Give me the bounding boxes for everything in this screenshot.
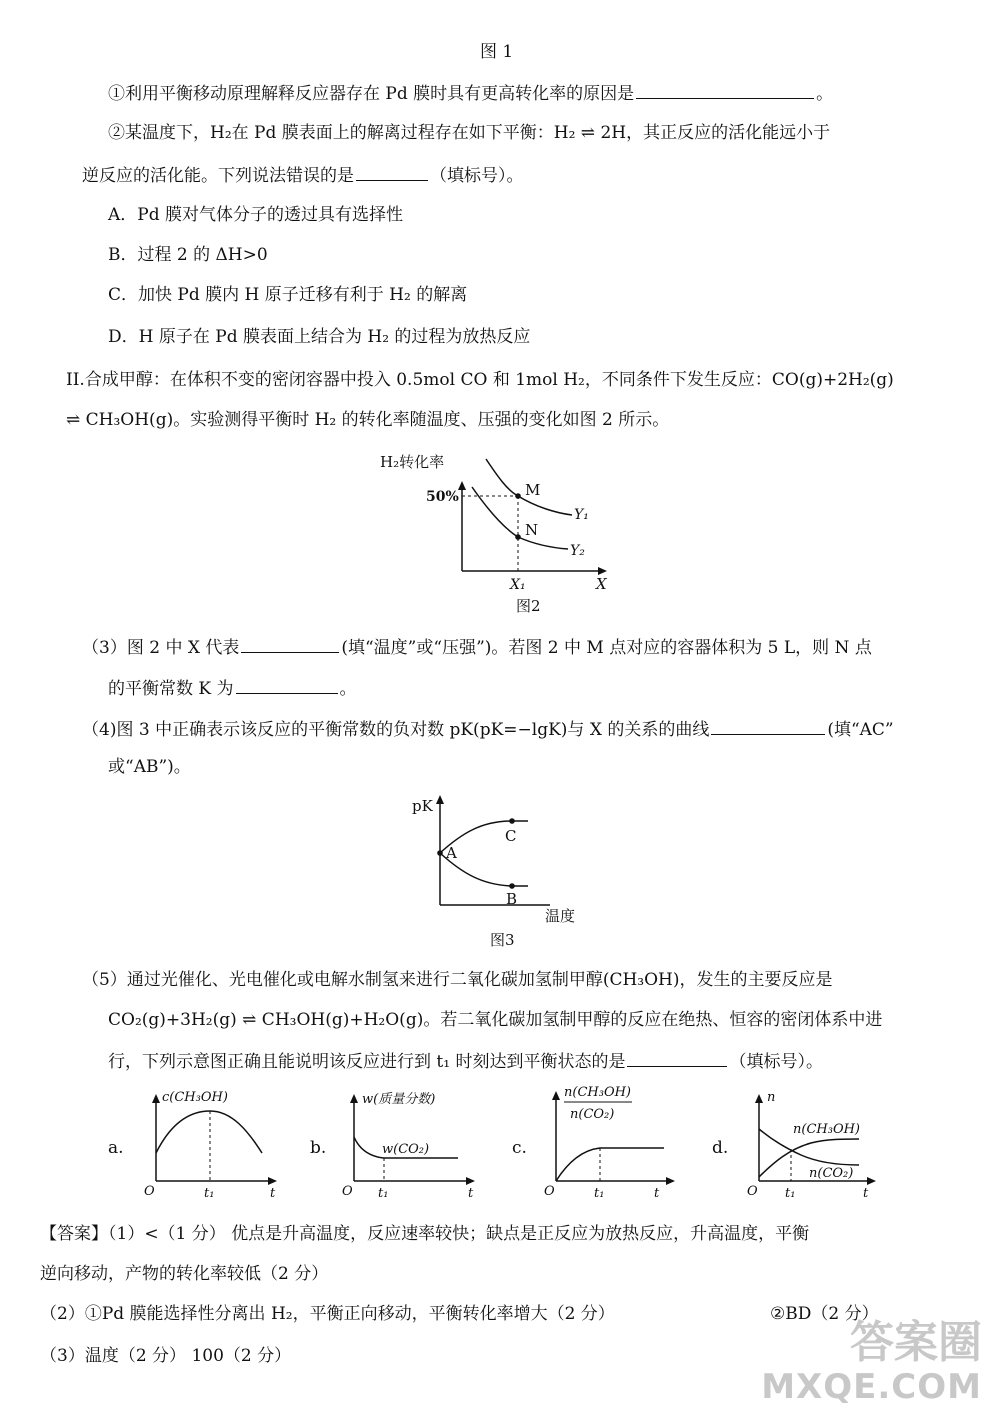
graph-c-label: c.	[512, 1138, 527, 1158]
graph-c-x-arrow	[666, 1177, 675, 1185]
graph-a-y-arrow	[152, 1094, 160, 1103]
answer-blank[interactable]	[711, 716, 825, 735]
q5-line-2: CO₂(g)+3H₂(g) ⇌ CH₃OH(g)+H₂O(g)。若二氧化碳加氢制甲醇的反应在绝热、恒容的密闭体系中进	[108, 1010, 883, 1030]
graph-a-t: t	[270, 1186, 276, 1201]
graph-d-bottom-label: n(CO₂)	[809, 1166, 854, 1181]
part2-line-2: ⇌ CH₃OH(g)。实验测得平衡时 H₂ 的转化率随温度、压强的变化如图 2 所示。	[66, 410, 670, 430]
graph-c-t1: t₁	[594, 1186, 605, 1201]
fig3-y-arrow	[436, 795, 444, 804]
answer-line-2: 逆向移动，产物的转化率较低（2 分）	[40, 1264, 329, 1284]
q3-line-2	[108, 675, 357, 701]
graph-d-top-label: n(CH₃OH)	[793, 1122, 861, 1137]
q3-line-1	[82, 634, 872, 660]
q2-line-2: ②某温度下，H₂在 Pd 膜表面上的解离过程存在如下平衡：H₂ ⇌ 2H，其正反应的活化能远小于	[108, 123, 831, 143]
graph-a-label: a.	[108, 1138, 124, 1158]
fig3-point-c	[509, 818, 515, 824]
graph-c-numerator: n(CH₃OH)	[564, 1085, 632, 1100]
graph-b-y-arrow	[350, 1094, 358, 1103]
answer-line-3: （2）①Pd 膜能选择性分离出 H₂，平衡正向移动，平衡转化率增大（2 分）	[40, 1304, 615, 1324]
graph-d-ylabel: n	[767, 1090, 776, 1105]
option-b: B．过程 2 的 ΔH>0	[108, 245, 268, 265]
graph-a-t1: t₁	[204, 1186, 215, 1201]
graph-c-curve	[556, 1148, 664, 1181]
option-a: A．Pd 膜对气体分子的透过具有选择性	[108, 205, 404, 225]
q3-line-1-text: （3）图 2 中 X 代表	[82, 638, 240, 658]
fig3-c-label: C	[505, 827, 517, 845]
graph-b-ylabel: w(质量分数)	[362, 1092, 436, 1107]
graph-a-curve	[156, 1111, 262, 1153]
fig2-x-arrow	[598, 567, 607, 575]
q2-line-1-end: 。	[816, 84, 834, 104]
figure-2	[370, 445, 630, 620]
graph-b-x-arrow	[466, 1177, 475, 1185]
graph-b-origin: O	[342, 1184, 353, 1199]
q2-line-3-text: 逆反应的活化能。下列说法错误的是	[82, 166, 354, 186]
graph-d-y-arrow	[755, 1094, 763, 1103]
part2-line-1: II.合成甲醇：在体积不变的密闭容器中投入 0.5mol CO 和 1mol H₂，不同条件下发生反应：CO(g)+2H₂(g)	[66, 370, 894, 390]
q5-line-3-text: 行，下列示意图正确且能说明该反应进行到 t₁ 时刻达到平衡状态的是	[108, 1052, 626, 1072]
q2-line-3-end: （填标号）。	[430, 166, 524, 186]
fig2-y-arrow	[458, 481, 466, 490]
q2-line-1-text: ①利用平衡移动原理解释反应器存在 Pd 膜时具有更高转化率的原因是	[108, 84, 635, 104]
graph-a-x-arrow	[268, 1177, 277, 1185]
graph-b-t1: t₁	[378, 1186, 389, 1201]
graph-a-ylabel: c(CH₃OH)	[162, 1090, 228, 1105]
q3-line-1-end: (填“温度”或“压强”)。若图 2 中 M 点对应的容器体积为 5 L，则 N 点	[341, 638, 872, 658]
fig3-b-label: B	[506, 890, 518, 908]
graph-d-origin: O	[747, 1184, 758, 1199]
answer-blank[interactable]	[356, 162, 428, 181]
option-c: C．加快 Pd 膜内 H 原子迁移有利于 H₂ 的解离	[108, 285, 468, 305]
option-d: D．H 原子在 Pd 膜表面上结合为 H₂ 的过程为放热反应	[108, 327, 531, 347]
watermark-line-2: MXQE.COM	[761, 1367, 982, 1407]
q5-line-3	[108, 1048, 823, 1074]
graph-b-curve-label: w(CO₂)	[382, 1142, 430, 1157]
fig3-xlabel: 温度	[545, 907, 576, 925]
q5-line-1: （5）通过光催化、光电催化或电解水制氢来进行二氧化碳加氢制甲醇(CH₃OH)，发生的主要反应是	[82, 970, 833, 990]
fig2-50-label: 50%	[426, 489, 459, 505]
graph-c-t: t	[654, 1186, 660, 1201]
graph-c-denominator: n(CO₂)	[570, 1107, 615, 1122]
graph-d-label: d.	[712, 1138, 729, 1158]
q4-line-1-end: (填“AC”	[827, 720, 894, 740]
q2-line-3	[82, 162, 524, 188]
fig3-ylabel: pK	[412, 797, 433, 815]
fig2-x-label: X	[596, 575, 607, 593]
fig2-m-label: M	[525, 481, 541, 499]
fig3-a-label: A	[446, 844, 457, 862]
answer-blank[interactable]	[627, 1048, 727, 1067]
graph-b	[338, 1085, 483, 1205]
watermark-line-1: 答案圈	[850, 1317, 982, 1368]
watermark-logo	[761, 1317, 982, 1409]
graph-a	[140, 1085, 285, 1205]
figure-1-caption: 图 1	[480, 42, 514, 62]
graph-c-origin: O	[544, 1184, 555, 1199]
fig2-ylabel: H₂转化率	[380, 453, 445, 471]
answer-line-4: （3）温度（2 分） 100（2 分）	[40, 1346, 292, 1366]
q4-line-1	[82, 716, 894, 742]
graph-b-label: b.	[310, 1138, 327, 1158]
graph-d-x-arrow	[867, 1177, 876, 1185]
answer-blank[interactable]	[236, 675, 338, 694]
answer-blank[interactable]	[241, 634, 339, 653]
fig2-point-m	[515, 493, 521, 499]
q4-line-2: 或“AB”)。	[108, 757, 191, 777]
fig2-y2-label: Y₂	[570, 543, 585, 559]
graph-c	[540, 1078, 680, 1205]
fig2-x1-label: X₁	[510, 577, 526, 593]
q3-line-2-text: 的平衡常数 K 为	[108, 679, 234, 699]
fig2-n-label: N	[525, 521, 539, 539]
fig3-point-b	[509, 883, 515, 889]
q4-line-1-text: （4)图 3 中正确表示该反应的平衡常数的负对数 pK(pK=−lgK)与 X 的关系的曲线	[82, 720, 710, 740]
graph-a-origin: O	[144, 1184, 155, 1199]
graph-d	[743, 1085, 883, 1205]
fig2-caption: 图2	[516, 597, 541, 615]
graph-d-t1: t₁	[785, 1186, 796, 1201]
q2-line-1	[108, 80, 833, 106]
fig2-y1-label: Y₁	[574, 507, 589, 523]
graph-b-t: t	[468, 1186, 474, 1201]
fig2-point-n	[515, 534, 521, 540]
q5-line-3-end: （填标号）。	[729, 1052, 823, 1072]
q3-line-2-end: 。	[339, 679, 357, 699]
answer-line-3-part-2: ②BD（2 分）	[770, 1304, 879, 1324]
fig3-caption: 图3	[490, 931, 515, 949]
answer-blank[interactable]	[636, 80, 814, 99]
graph-d-t: t	[863, 1186, 869, 1201]
figure-3	[400, 785, 600, 955]
fig3-point-a	[437, 850, 443, 856]
graph-c-y-arrow	[552, 1091, 560, 1100]
answer-line-1: 【答案】（1）<（1 分） 优点是升高温度，反应速率较快；缺点是正反应为放热反应，升高温度，平衡	[40, 1224, 810, 1244]
